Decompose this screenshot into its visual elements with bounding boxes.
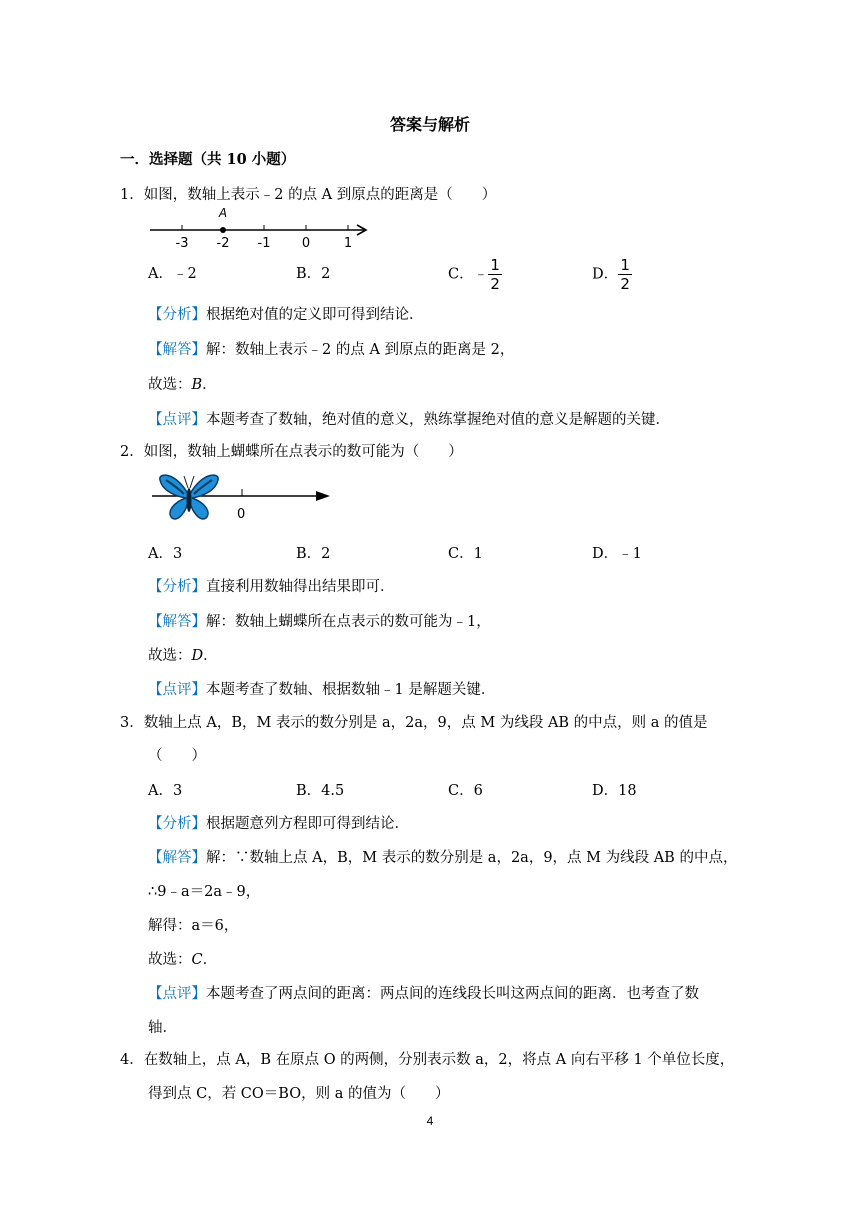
choice-line [148,948,217,969]
butterfly-icon [160,475,218,519]
question-number: 1． [120,187,144,203]
analysis-tag: 【分析】 [148,816,206,832]
option-label: C．﹣ [448,266,489,283]
question-4-stem [120,1048,734,1069]
number-line-figure-1 [146,200,376,252]
option-b: B．2 [296,546,331,562]
option-c [448,256,502,293]
choice-prefix: 故选： [148,648,192,664]
solution-tag: 【解答】 [148,614,206,630]
solution-tag: 【解答】 [148,342,206,358]
zero-label: 0 [237,507,246,522]
question-3-stem [120,711,708,732]
choice-prefix: 故选： [148,377,192,393]
tick-label: -2 [216,236,230,251]
option-b: B．4.5 [296,783,345,799]
fraction [488,256,502,293]
option-b: B．2 [296,266,331,282]
option-a: A．﹣2 [148,266,197,282]
analysis-text: 根据题意列方程即可得到结论． [206,816,409,832]
option-d: D．﹣1 [592,546,642,562]
review-line [148,408,670,429]
solution-line [148,338,514,359]
analysis-tag: 【分析】 [148,579,206,595]
denominator: 2 [620,275,630,293]
numerator: 1 [620,256,630,274]
question-text: 如图，数轴上表示﹣2 的点 A 到原点的距离是（ ） [143,187,497,203]
review-text: 本题考查了数轴、根据数轴﹣1 是解题关键． [206,682,496,698]
choice-end: ． [202,377,217,393]
choice-letter: B [191,377,203,393]
point-label: A [218,206,228,220]
question-text: 数轴上点 A，B，M 表示的数分别是 a，2a，9，点 M 为线段 AB 的中点，则 a 的值是 [143,715,708,731]
review-text: 本题考查了数轴，绝对值的意义，熟练掌握绝对值的意义是解题的关键． [206,412,670,428]
choice-letter: C [191,952,203,968]
analysis-line [148,575,395,596]
option-label: D． [592,266,619,283]
review-line [148,982,699,1003]
solution-text: 解：数轴上表示﹣2 的点 A 到原点的距离是 2， [206,342,515,358]
question-3-stem-line2: （ ） [148,748,206,764]
solution-text: 解：数轴上蝴蝶所在点表示的数可能为﹣1， [206,614,491,630]
option-c: C．1 [448,546,483,562]
numerator: 1 [490,256,500,274]
tick-label: -3 [175,236,189,251]
arrow-head-icon [316,491,330,501]
tick-label: -1 [257,236,271,251]
butterfly-number-line-figure [148,468,338,528]
choice-end: ． [203,648,218,664]
choice-line [148,373,217,394]
review-tag: 【点评】 [148,682,206,698]
review-tag: 【点评】 [148,986,206,1002]
question-2-stem [120,440,463,461]
review-line [148,678,495,699]
page-title: 答案与解析 [389,115,470,134]
analysis-text: 根据绝对值的定义即可得到结论． [206,307,424,323]
question-text: 在数轴上，点 A，B 在原点 O 的两侧，分别表示数 a，2，将点 A 向右平移 1 个单位长度， [143,1052,735,1068]
point-a-dot [220,227,226,233]
section-heading: 一．选择题（共 10 小题） [120,151,296,168]
question-4-stem-line2: 得到点 C，若 CO＝BO，则 a 的值为（ ） [148,1086,450,1102]
solution-step-1: ∴9﹣a＝2a﹣9， [148,884,261,900]
review-tag: 【点评】 [148,412,206,428]
analysis-tag: 【分析】 [148,307,206,323]
choice-end: ． [202,952,218,968]
choice-line [148,644,218,665]
analysis-line [148,303,424,324]
denominator: 2 [490,275,500,293]
tick-label: 0 [301,236,311,251]
solution-step-2: 解得：a＝6， [148,918,239,934]
tick-label: 1 [343,236,353,251]
question-number: 4． [120,1052,144,1068]
option-c: C．6 [448,783,483,799]
question-number: 2． [120,444,144,460]
option-a: A．3 [148,546,183,562]
solution-tag: 【解答】 [148,850,206,866]
solution-line [148,610,491,631]
analysis-text: 直接利用数轴得出结果即可． [206,579,395,595]
solution-text: 解：∵数轴上点 A，B，M 表示的数分别是 a，2a，9，点 M 为线段 AB 的中点， [206,850,738,866]
question-number: 3． [120,715,144,731]
option-d [592,256,632,293]
choice-letter: D [191,648,204,664]
analysis-line [148,812,409,833]
review-text: 本题考查了两点间的距离：两点间的连线段长叫这两点间的距离．也考查了数 [206,986,699,1002]
option-d: D．18 [592,783,637,799]
option-a: A．3 [148,783,183,799]
solution-line [148,846,737,867]
review-line-2: 轴． [148,1020,177,1036]
fraction [618,256,632,293]
choice-prefix: 故选： [148,952,192,968]
question-text: 如图，数轴上蝴蝶所在点表示的数可能为（ ） [143,444,463,460]
page-number: 4 [426,1114,434,1128]
